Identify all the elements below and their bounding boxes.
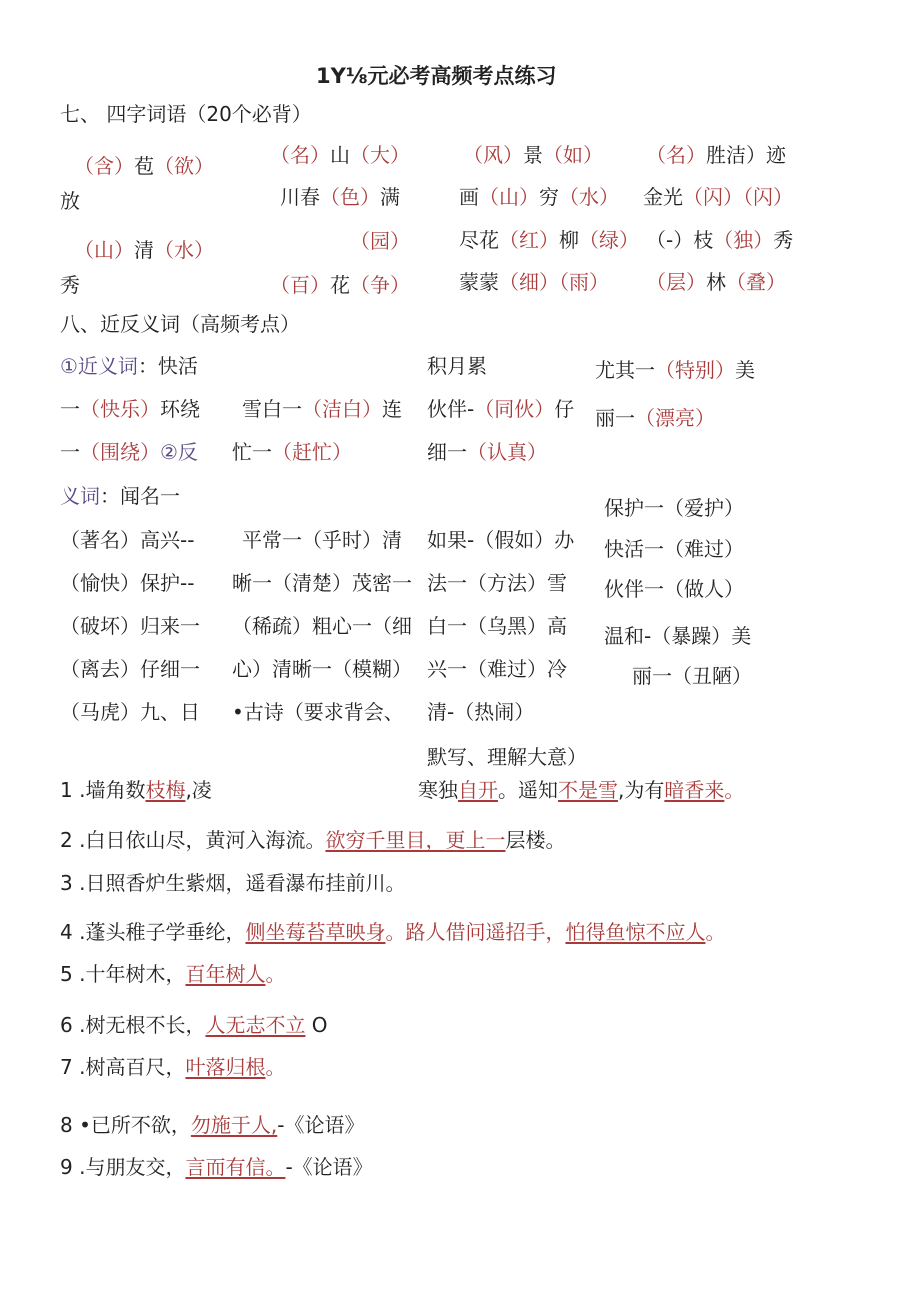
idiom-2-line-2: 秀 [60,273,80,297]
poem-8: 8 •已所不欲，勿施于人,-《论语》 [60,1113,365,1137]
synonym-col-a-line-2: 一（快乐）环绕 [60,397,200,421]
poem-9: 9 .与朋友交，言而有信。-《论语》 [60,1155,373,1179]
idiom-6-line-2: 蒙蒙（细）（雨） [459,270,609,294]
idiom-1-line-2: 放 [60,189,80,213]
idiom-3-line-2: 川春（色）满 [280,185,400,209]
synonym-col-c-line-1: 积月累 [427,354,487,378]
section-7-heading: 七、 四字词语（20个必背） [60,102,312,126]
idiom-8-line-2: （层）林（叠） [646,270,786,294]
poem-6: 6 .树无根不长，人无志不立 O [60,1013,328,1037]
synonym-col-a-line-4: 义词：闻名一 [60,484,180,508]
synonym-col-b-line-6: 心）清晰一（模糊） [232,657,412,681]
synonym-col-c-line-2: 伙伴-（同伙）仔 [427,397,575,421]
poem-1-start: 1 .墙角数枝梅,凌 [60,778,212,802]
idiom-3-line-1: （名）山（大） [270,143,410,167]
poem-7: 7 .树高百尺，叶落归根。 [60,1055,286,1079]
synonym-col-c-line-4: 如果-（假如）办 [427,528,575,552]
synonym-col-c-line-3: 细一（认真） [427,440,547,464]
idiom-1-line-1: （含）苞（欲） [74,154,214,178]
idiom-8-line-1: （-）枝（独）秀 [646,228,794,252]
idiom-6-line-1: 尽花（红）柳（绿） [459,228,639,252]
idiom-5-line-1: （风）景（如） [463,143,603,167]
synonym-col-d-line-1: 尤其一（特别）美 [595,358,755,382]
poem-2: 2 .白日依山尽，黄河入海流。欲穷千里目，更上一层楼。 [60,828,566,852]
synonym-col-d-line-3: 保护一（爱护） [604,496,744,520]
synonym-col-b-line-5: （稀疏）粗心一（细 [232,614,412,638]
idiom-4-line-2: （百）花（争） [270,273,410,297]
synonym-col-c-line-5: 法一（方法）雪 [427,571,567,595]
synonym-col-d-line-5: 伙伴一（做人） [604,577,744,601]
poem-3: 3 .日照香炉生紫烟，遥看瀑布挂前川。 [60,871,406,895]
synonym-col-c-line-6: 白一（乌黑）高 [427,614,567,638]
synonym-col-c-line-8: 清-（热闹） [427,700,535,724]
idiom-5-line-2: 画（山）穷（水） [459,185,619,209]
synonym-col-b-line-3: 平常一（乎时）清 [242,528,402,552]
idiom-7-line-2: 金光（闪）（闪） [643,185,793,209]
synonym-col-a-line-9: （马虎）九、日 [60,700,200,724]
poem-1-end: 寒独自开。遥知不是雪,为有暗香来。 [418,778,745,802]
synonym-col-a-line-1: ①近义词：快活 [60,354,198,378]
synonym-col-c-line-9: 默写、理解大意） [427,745,587,769]
poem-5: 5 .十年树木，百年树人。 [60,962,286,986]
synonym-col-a-line-6: （愉快）保护-- [60,571,195,595]
synonym-col-d-line-7: 丽一（丑陋） [632,664,752,688]
idiom-2-line-1: （山）清（水） [74,238,214,262]
idiom-7-line-1: （名）胜洁）迹 [646,143,786,167]
synonym-col-d-line-6: 温和-（暴躁）美 [604,624,752,648]
synonym-col-a-line-3: 一（围绕）②反 [60,440,198,464]
synonym-col-b-line-7: •古诗（要求背会、 [232,700,404,724]
synonym-col-a-line-7: （破坏）归来一 [60,614,200,638]
page-title: 1Y⅛元必考高频考点练习 [316,64,557,88]
synonym-col-a-line-5: （著名）高兴-- [60,528,195,552]
synonym-col-c-line-7: 兴一（难过）冷 [427,657,567,681]
synonym-col-a-line-8: （离去）仔细一 [60,657,200,681]
poem-4: 4 .蓬头稚子学垂纶，侧坐莓苔草映身。路人借问遥招手，怕得鱼惊不应人。 [60,920,726,944]
synonym-col-d-line-4: 快活一（难过） [604,537,744,561]
synonym-col-d-line-2: 丽一（漂亮） [595,406,715,430]
section-8-heading: 八、近反义词（高频考点） [60,312,300,336]
synonym-col-b-line-4: 晰一（清楚）茂密一 [232,571,412,595]
synonym-col-b-line-1: 雪白一（洁白）连 [242,397,402,421]
idiom-4-line-1: （园） [350,229,410,253]
synonym-col-b-line-2: 忙一（赶忙） [232,440,352,464]
